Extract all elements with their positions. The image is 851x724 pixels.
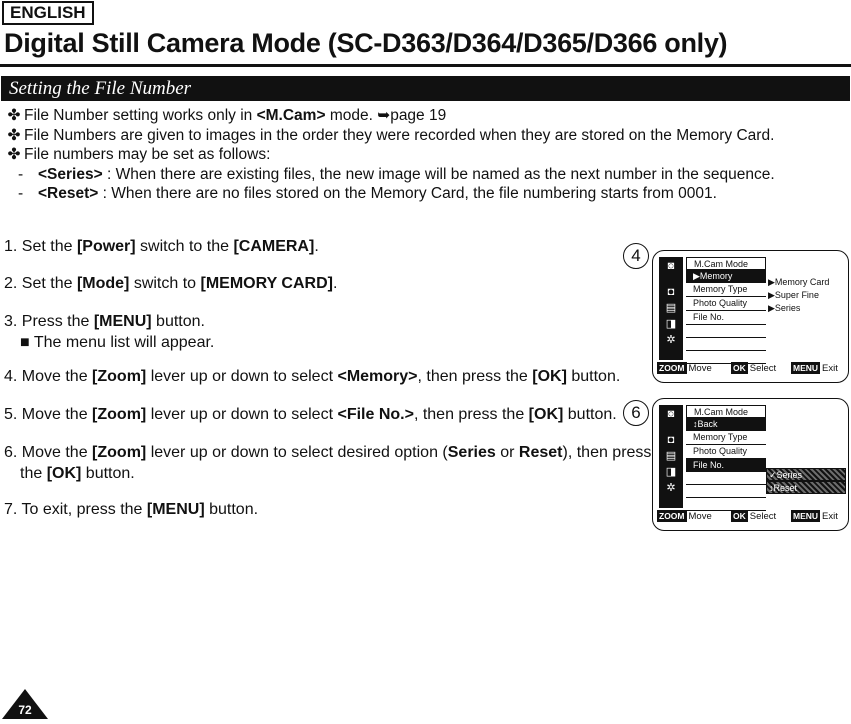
square-bullet-icon: ■: [20, 334, 30, 351]
menu-item-selected: ▶Memory: [686, 270, 766, 283]
menu-item: Memory Type: [686, 283, 766, 297]
step-4: 4. Move the [Zoom] lever up or down to select <Memory>, then press the [OK] button.: [4, 368, 621, 385]
page-number: 72: [2, 689, 48, 719]
menu-blank-row: [686, 325, 766, 338]
menu-screen-step-6: [652, 398, 849, 531]
step-6: 6. Move the [Zoom] lever up or down to select desired option (Series or Reset), then press the [OK] button.: [4, 444, 652, 482]
menu-item: File No.: [686, 311, 766, 325]
clover-bullet-icon: ✤: [7, 126, 21, 144]
menu-key: MENU: [793, 511, 819, 521]
menu-value: ▶Series: [768, 303, 801, 313]
step-2: 2. Set the [Mode] switch to [MEMORY CARD].: [4, 275, 338, 292]
step-badge-6: 6: [623, 400, 649, 426]
section-title: Setting the File Number: [1, 76, 850, 101]
menu-item-back: ↕Back: [686, 418, 766, 431]
option-series: ✓Series: [766, 468, 846, 481]
note-subitem-reset: - <Reset> : When there are no files stored on the Memory Card, the file numbering starts from 0001.: [18, 185, 717, 202]
menu-item: Photo Quality: [686, 297, 766, 311]
step-7: 7. To exit, press the [MENU] button.: [4, 501, 259, 518]
menu-list: [686, 257, 766, 364]
menu-item: Photo Quality: [686, 445, 766, 459]
zoom-key: ZOOM: [659, 511, 685, 521]
menu-footer: ZOOM Move OK Select MENU Exit: [659, 511, 838, 522]
settings-icon: ✲: [666, 334, 676, 346]
page-title: Digital Still Camera Mode (SC-D363/D364/D365/D366 only): [4, 28, 728, 58]
settings-icon: ✲: [666, 482, 676, 494]
step-3: 3. Press the [MENU] button. ■ The menu list will appear.: [4, 313, 215, 351]
memory-card-icon: ◘: [667, 434, 675, 446]
display-icon: ◨: [665, 318, 677, 330]
note-item: ✤ File numbers may be set as follows:: [4, 145, 849, 165]
step-1: 1. Set the [Power] switch to the [CAMERA].: [4, 238, 319, 255]
menu-header: M.Cam Mode: [686, 257, 766, 270]
menu-list: [686, 405, 766, 511]
quality-icon: ▤: [665, 302, 677, 314]
clover-bullet-icon: ✤: [7, 146, 21, 163]
display-icon: ◨: [665, 466, 677, 478]
language-label: ENGLISH: [2, 1, 94, 25]
menu-blank-row: [686, 472, 766, 485]
menu-footer: ZOOM Move OK Select MENU Exit: [659, 363, 838, 374]
note-item: ✤ File Number setting works only in <M.Cam> mode. ➥page 19: [4, 106, 849, 126]
step-5: 5. Move the [Zoom] lever up or down to select <File No.>, then press the [OK] button.: [4, 406, 617, 423]
menu-side-icons: [659, 405, 683, 508]
title-divider: [0, 64, 851, 67]
menu-item: Memory Type: [686, 431, 766, 445]
menu-value: ▶Super Fine: [768, 290, 819, 300]
menu-blank-row: [686, 338, 766, 351]
option-reset: ↕Reset: [766, 481, 846, 494]
menu-screen-step-4: [652, 250, 849, 383]
memory-card-icon: ◘: [667, 286, 675, 298]
step-badge-4: 4: [623, 243, 649, 269]
menu-item-selected: File No.: [686, 459, 766, 472]
menu-header: M.Cam Mode: [686, 405, 766, 418]
menu-value: ▶Memory Card: [768, 277, 830, 287]
note-subitem-series: - <Series> : When there are existing files, the new image will be named as the next number in the sequence.: [18, 165, 775, 183]
notes-list: [4, 106, 849, 204]
ok-key: OK: [733, 363, 746, 373]
zoom-key: ZOOM: [659, 363, 685, 373]
menu-blank-row: [686, 485, 766, 498]
quality-icon: ▤: [665, 450, 677, 462]
ok-key: OK: [733, 511, 746, 521]
menu-side-icons: [659, 257, 683, 360]
menu-key: MENU: [793, 363, 819, 373]
menu-values: [766, 468, 846, 494]
clover-bullet-icon: ✤: [7, 107, 21, 124]
camera-icon: ◙: [667, 260, 675, 272]
note-item: ✤ File Numbers are given to images in the order they were recorded when they are stored on the Memory Card.: [4, 126, 849, 146]
camera-icon: ◙: [667, 408, 675, 420]
menu-values: [766, 276, 846, 315]
